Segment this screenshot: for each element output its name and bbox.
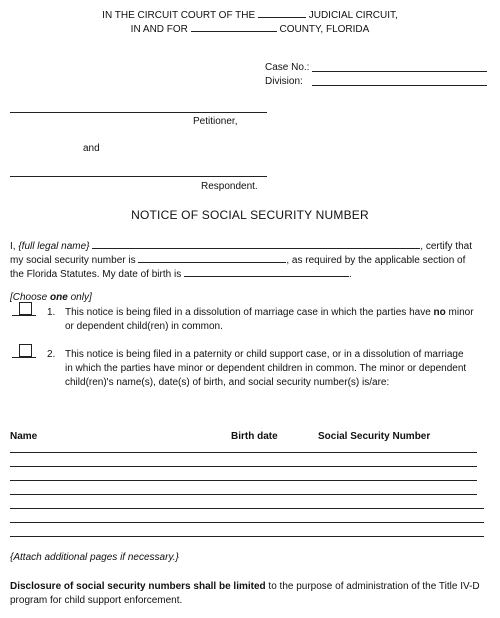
disclosure-line1 bbox=[10, 581, 480, 593]
option-2-number: 2. bbox=[47, 349, 56, 360]
court-line2-pre: IN AND FOR bbox=[130, 24, 188, 35]
table-row[interactable] bbox=[10, 480, 477, 481]
court-line2-post: COUNTY, FLORIDA bbox=[279, 24, 370, 35]
ssn-field[interactable] bbox=[138, 252, 286, 263]
table-header-name: Name bbox=[10, 431, 38, 442]
option-1-line1-post: minor bbox=[448, 307, 474, 318]
table-row[interactable] bbox=[10, 466, 477, 467]
option-2-line1: This notice is being filed in a paternity or child support case, or in a dissolution of marriage bbox=[65, 349, 464, 360]
choose-post: only] bbox=[70, 292, 92, 303]
division-field[interactable] bbox=[312, 85, 487, 86]
choose-pre: [Choose bbox=[10, 292, 48, 303]
option-1-checkbox[interactable] bbox=[19, 302, 32, 315]
petitioner-label: Petitioner, bbox=[193, 116, 238, 127]
full-name-hint: {full legal name} bbox=[18, 241, 90, 252]
disclosure-rest: to the purpose of administration of the Title IV-D bbox=[268, 581, 480, 592]
option-2-line2: in which the parties have minor or dependent children in common. The minor or dependent bbox=[65, 363, 467, 374]
ssn-post-text: , as required by the applicable section of bbox=[286, 255, 466, 266]
table-row[interactable] bbox=[10, 508, 484, 509]
table-row[interactable] bbox=[10, 522, 484, 523]
respondent-name-field[interactable] bbox=[10, 176, 267, 177]
option-2-checkbox-underline bbox=[12, 357, 36, 358]
ssn-pre-text: my social security number is bbox=[10, 255, 136, 266]
attach-note: {Attach additional pages if necessary.} bbox=[10, 552, 179, 563]
case-no-label: Case No.: bbox=[265, 62, 310, 73]
case-no-field[interactable] bbox=[312, 71, 487, 72]
court-line1-post: JUDICIAL CIRCUIT, bbox=[308, 10, 398, 21]
court-header-line1 bbox=[0, 7, 500, 22]
dob-field[interactable] bbox=[184, 266, 349, 277]
option-1-line1 bbox=[65, 307, 474, 319]
option-1-line1-bold: no bbox=[433, 307, 446, 318]
petitioner-name-field[interactable] bbox=[10, 112, 267, 113]
option-1-number: 1. bbox=[47, 307, 56, 318]
intro-line2 bbox=[10, 252, 465, 267]
disclosure-line2: program for child support enforcement. bbox=[10, 595, 183, 606]
certify-text: , certify that bbox=[420, 241, 472, 252]
intro-line1 bbox=[10, 238, 472, 253]
full-legal-name-field[interactable] bbox=[92, 238, 420, 249]
division-label: Division: bbox=[265, 76, 303, 87]
court-header-line2 bbox=[0, 21, 500, 36]
table-header-birth-date: Birth date bbox=[231, 431, 278, 442]
period: . bbox=[348, 269, 352, 280]
respondent-label: Respondent. bbox=[201, 181, 258, 192]
option-2-line3: child(ren)'s name(s), date(s) of birth, and social security number(s) is/are: bbox=[65, 377, 390, 388]
option-1-line2: or dependent child(ren) in common. bbox=[65, 321, 223, 332]
i-label: I, bbox=[10, 241, 16, 252]
circuit-blank[interactable] bbox=[258, 7, 306, 18]
statutes-text: the Florida Statutes. My date of birth is bbox=[10, 269, 182, 280]
table-header-ssn: Social Security Number bbox=[318, 431, 431, 442]
option-1-line1-pre: This notice is being filed in a dissolution of marriage case in which the parties have bbox=[65, 307, 431, 318]
option-1-checkbox-underline bbox=[12, 315, 36, 316]
page-title: NOTICE OF SOCIAL SECURITY NUMBER bbox=[131, 208, 369, 222]
disclosure-bold: Disclosure of social security numbers shall be limited bbox=[10, 581, 266, 592]
county-blank[interactable] bbox=[191, 21, 277, 32]
choose-bold: one bbox=[50, 292, 68, 303]
and-label: and bbox=[83, 143, 100, 154]
court-line1-pre: IN THE CIRCUIT COURT OF THE bbox=[102, 10, 256, 21]
table-row[interactable] bbox=[10, 494, 477, 495]
intro-line3 bbox=[10, 266, 352, 281]
table-row[interactable] bbox=[10, 452, 477, 453]
option-2-checkbox[interactable] bbox=[19, 344, 32, 357]
table-row[interactable] bbox=[10, 536, 484, 537]
